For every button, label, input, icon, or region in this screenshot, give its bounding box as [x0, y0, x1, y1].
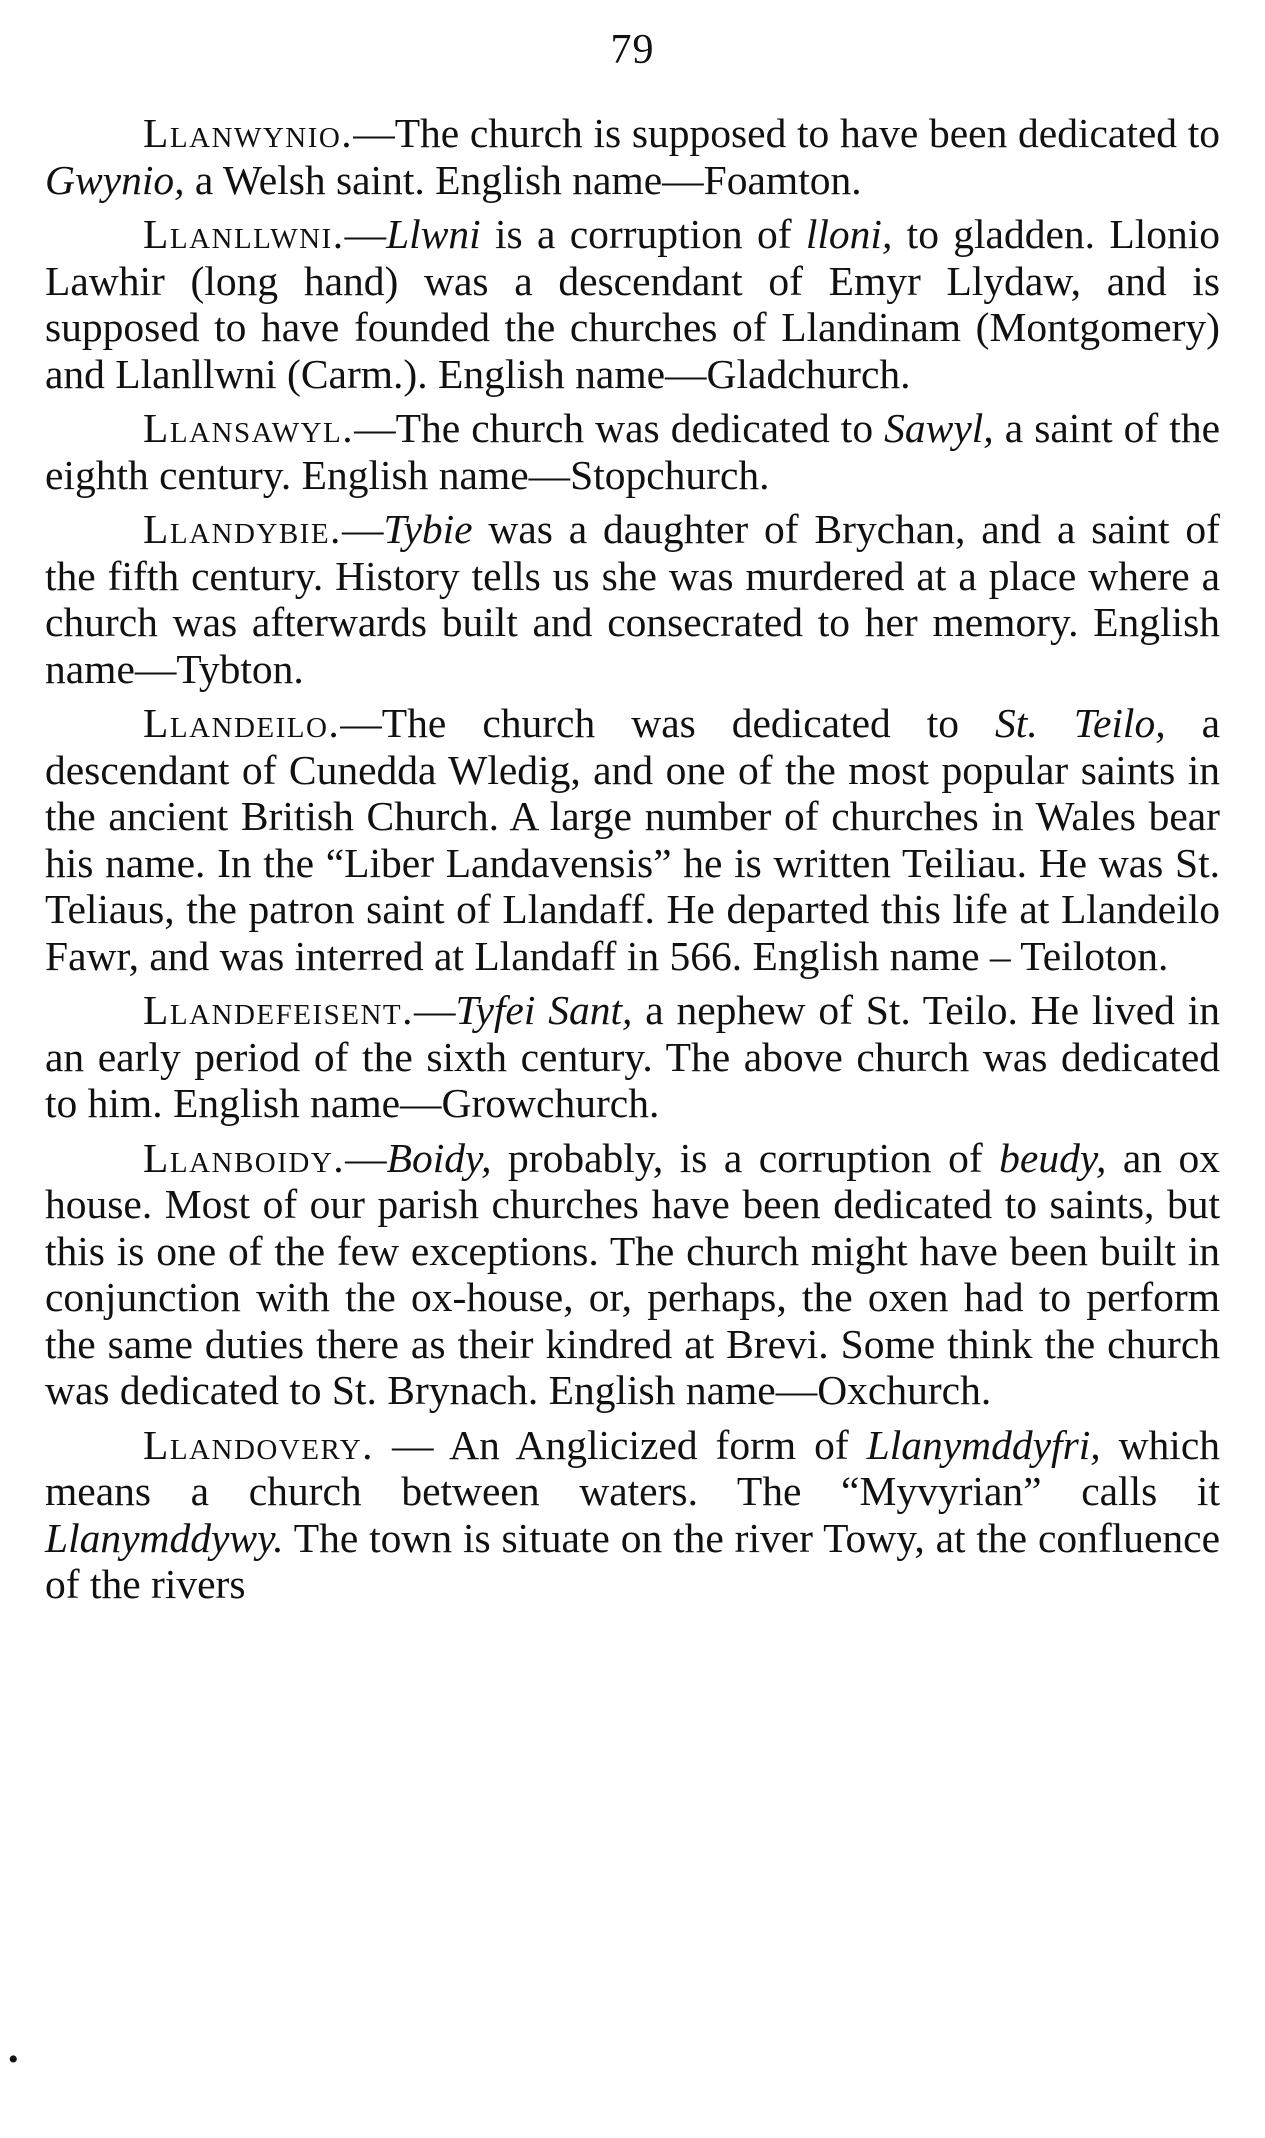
entry-heading: Llandovery.	[143, 1421, 375, 1468]
entry-dash: —	[345, 1134, 387, 1181]
entry-text: An Anglicized form of	[449, 1421, 867, 1468]
entry-dash: —	[354, 405, 396, 451]
entry-text: a Welsh saint. English name—Foamton.	[184, 156, 862, 203]
entry-heading: Llansawyl.	[143, 405, 355, 451]
entry-heading: Llanboidy.	[143, 1134, 346, 1181]
entry-llandovery	[45, 1422, 1220, 1608]
entry-italic: Tyfei Sant,	[455, 987, 633, 1033]
page-number: 79	[610, 27, 655, 73]
entry-heading: Llandeilo.	[143, 700, 341, 746]
entry-text: was a daughter of Brychan, and a saint of the fifth century. History tells us she was murdered at a place where a church was afterwards built and consecrated to her memory. English name—Tybton.	[45, 506, 1220, 692]
book-page	[45, 20, 1220, 1616]
entry-llandefeisent	[45, 987, 1220, 1127]
entry-dash: —	[340, 700, 382, 746]
entry-italic: Boidy,	[386, 1134, 492, 1181]
entry-heading: Llanllwni.	[143, 211, 345, 257]
entry-italic: St. Teilo,	[995, 700, 1166, 746]
entry-text: probably, is a corruption of	[491, 1134, 1000, 1181]
entry-dash: —	[344, 211, 387, 257]
entry-text: a nephew of St. Teilo. He lived in an early period of the sixth century. The above church was dedicated to him. English name—Growchurch.	[45, 987, 1220, 1126]
entry-italic: Llanymddywy.	[45, 1514, 284, 1561]
entry-italic: Llwni	[386, 211, 481, 257]
entry-text: The church was dedicated to	[395, 405, 885, 451]
entry-italic: Tybie	[383, 506, 473, 552]
entry-dash: —	[353, 110, 395, 156]
entry-dash: —	[341, 506, 384, 552]
entry-text: to gladden. Llonio Lawhir (long hand) was a descendant of Emyr Llydaw, and is supposed to have founded the churches of Llandinam (Montgomery) and Llanllwni (Carm.). English name—Gladchurch.	[45, 211, 1221, 397]
entry-italic: Sawyl,	[884, 405, 994, 451]
entry-text: which means a church between waters. The “Myvyrian” calls it	[45, 1421, 1220, 1514]
entry-dash: —	[413, 987, 456, 1033]
entry-llanboidy	[45, 1135, 1220, 1414]
entry-llanllwni	[45, 211, 1220, 397]
entry-text: The church was dedicated to	[381, 700, 996, 746]
entry-text: is a corruption of	[480, 211, 806, 257]
entry-heading: Llanwynio.	[143, 110, 354, 156]
entry-italic: lloni,	[805, 211, 893, 257]
entry-llanwynio	[45, 110, 1220, 203]
entry-text: an ox house. Most of our parish churches have been dedicated to saints, but this is one of the few exceptions. The church might have been built in conjunction with the ox-house, or, perhaps, the oxen had to perform the same duties there as their kindred at Brevi. Some think the church was dedicated to St. Brynach. English name—Oxchurch.	[45, 1134, 1220, 1413]
entry-dash: —	[374, 1421, 450, 1468]
entry-text: a saint of the eighth century. English name—Stopchurch.	[45, 405, 1220, 498]
entry-text: The town is situate on the river Towy, at the confluence of the rivers	[45, 1514, 1220, 1607]
entry-heading: Llandefeisent.	[143, 987, 414, 1033]
entry-text: a descendant of Cunedda Wledig, and one of the most popular saints in the ancient British Church. A large number of churches in Wales bear his name. In the “Liber Landavensis” he is written Teiliau. He was St. Teliaus, the patron saint of Llandaff. He departed this life at Llandeilo Fawr, and was interred at Llandaff in 566. English name – Teiloton.	[45, 700, 1220, 979]
entry-text: The church is supposed to have been dedicated to	[394, 110, 1220, 156]
entry-llandeilo	[45, 700, 1220, 979]
entry-italic: Gwynio,	[45, 156, 185, 203]
entry-italic: Llanymddyfri,	[866, 1421, 1101, 1468]
margin-bullet: •	[8, 2043, 19, 2076]
entry-llandybie	[45, 506, 1220, 692]
entry-heading: Llandybie.	[143, 506, 342, 552]
entry-llansawyl	[45, 405, 1220, 498]
entry-italic: beudy,	[999, 1134, 1107, 1181]
